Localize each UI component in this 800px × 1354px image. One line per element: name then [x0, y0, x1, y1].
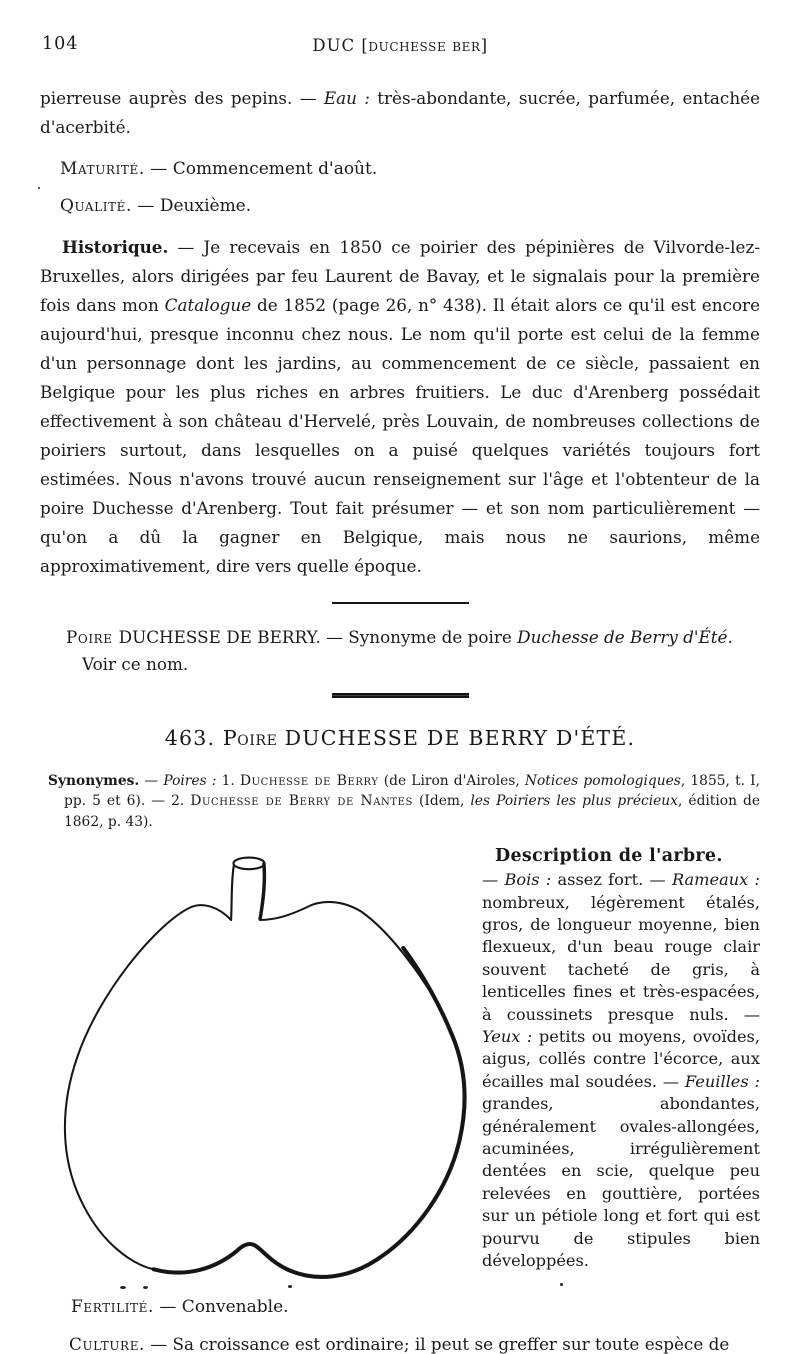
cross-reference-see-note: Voir ce nom. [82, 653, 189, 674]
description-paragraph: — Bois : assez fort. — Rameaux : nombreux, légèrement étalés, gros, de longueur moyenne, bien flexueux, d'un beau rouge clair souvent tacheté de gris, à lenticelles fines et très-espacées, à coussinets presque nuls. — Yeux : petits ou moyens, ovoïdes, aigus, collés contre l'écorce, aux écailles mal soudées. — Feuilles : grandes, abondantes, généralement ovales-allongées, acuminées, irrégulièrement dentées en scie, quelque peu relevées en gouttière, portées sur un pétiole long et fort qui est pourvu de stipules bien développées. [482, 870, 760, 1270]
running-header: DUC [duchesse ber] [312, 36, 488, 55]
synonyms-paragraph: Synonymes. — Poires : 1. Duchesse de Berry (de Liron d'Airoles, Notices pomologiques, 1855, t. I, pp. 5 et 6). — 2. Duchesse de Berry de Nantes (Idem, les Poiriers les plus précieux, édition de 1862, p. 43). [48, 772, 761, 830]
scan-speck [560, 1283, 563, 1286]
scan-speck [288, 1285, 292, 1288]
quality-line: Qualité. — Deuxième. [60, 195, 252, 216]
section-rule-thin [332, 602, 469, 604]
historique-paragraph: Historique. — Je recevais en 1850 ce poirier des pépinières de Vilvorde-lez-Bruxelles, alors dirigées par feu Laurent de Bavay, et le signalais pour la première fois dans mon Catalogue de 1852 (page 26, n° 438). Il était alors ce qu'il est encore aujourd'hui, presque inconnu chez nous. Le nom qu'il porte est celui de la femme d'un personnage dont les jardins, au commencement de ce siècle, passaient en Belgique pour les plus riches en arbres fruitiers. Le duc d'Arenberg possédait effectivement à son château d'Hervelé, près Louvain, de nombreuses collections de poiriers surtout, dans lesquelles on a puisé quelques variétés toujours fort estimées. Nous n'avons trouvé aucun renseignement sur l'âge et l'obtenteur de la poire Duchesse d'Arenberg. Tout fait présumer — et son nom particulièrement — qu'on a dû la gagner en Belgique, mais nous ne saurions, même approximativement, dire vers quelle époque. [40, 236, 761, 576]
book-page [40, 0, 760, 1354]
illustration-and-description [40, 846, 760, 1292]
maturity-line: Maturité. — Commencement d'août. [60, 158, 378, 179]
scan-speck [38, 187, 40, 189]
cross-reference-line: Poire DUCHESSE DE BERRY. — Synonyme de poire Duchesse de Berry d'Été. [66, 626, 733, 647]
pear-illustration [53, 846, 473, 1292]
continuation-paragraph: pierreuse auprès des pepins. — Eau : très-abondante, sucrée, parfumée, entachée d'acerbité. [40, 88, 761, 137]
page-number: 104 [42, 34, 79, 54]
culture-line: Culture. — Sa croissance est ordinaire; il peut se greffer sur toute espèce de [69, 1334, 730, 1354]
page-header [40, 0, 760, 60]
fertility-line: Fertilité. — Convenable. [71, 1297, 289, 1318]
description-heading: Description de l'arbre. [495, 846, 723, 867]
section-rule-thick [332, 693, 469, 698]
cross-reference [40, 624, 760, 678]
article-heading: 463. Poire DUCHESSE DE BERRY D'ÉTÉ. [164, 725, 636, 750]
description-column [482, 846, 760, 1272]
scan-speck [120, 1286, 126, 1289]
pear-outline-icon [53, 846, 473, 1292]
scan-speck [143, 1286, 148, 1289]
